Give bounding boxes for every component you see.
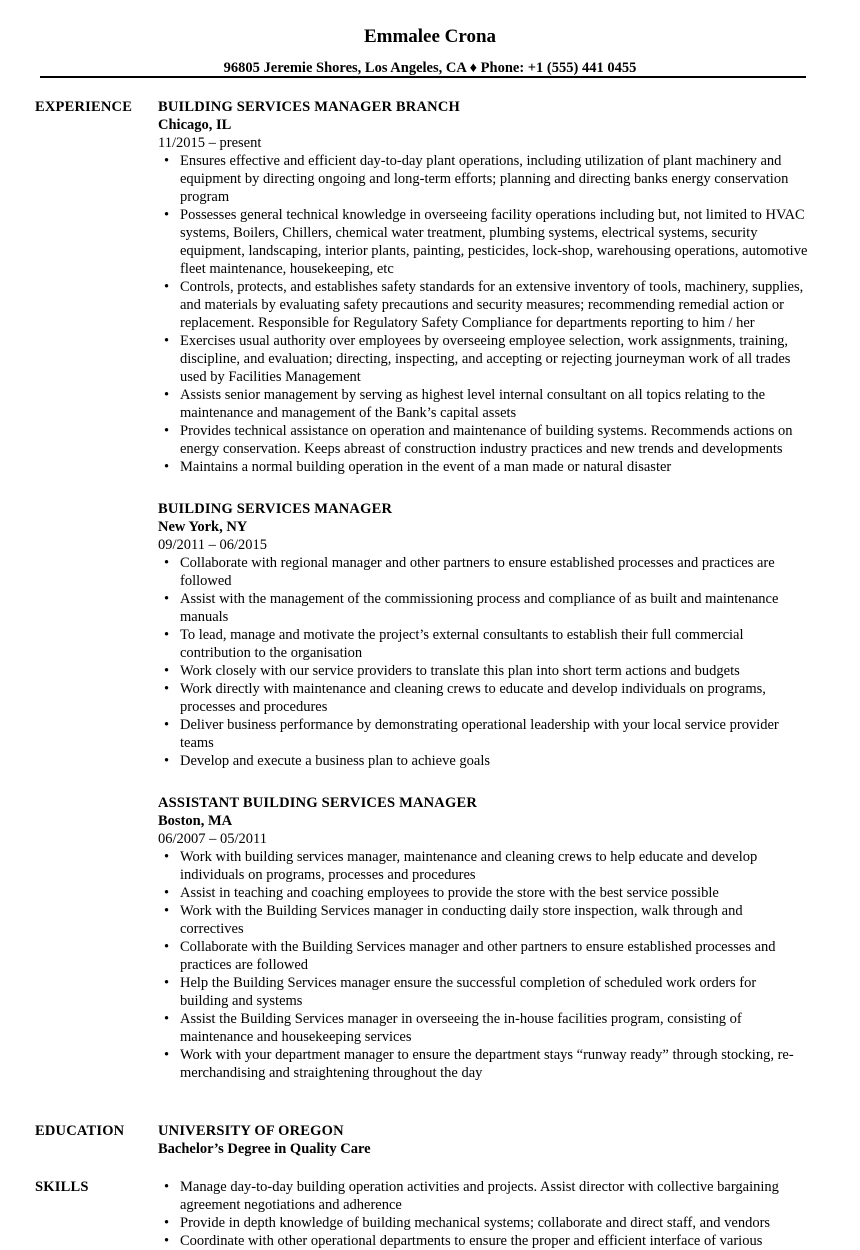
list-item: • Help the Building Services manager ensure the successful completion of scheduled work orders for building and systems — [158, 974, 808, 1010]
job-bullets — [158, 848, 808, 1082]
list-item: • Assist with the management of the commissioning process and compliance of as built and maintenance manuals — [158, 590, 808, 626]
job-dates: 06/2007 – 05/2011 — [158, 831, 268, 847]
job-dates: 11/2015 – present — [158, 135, 262, 151]
list-item: • Provide in depth knowledge of building mechanical systems; collaborate and direct staff, and vendors — [158, 1214, 808, 1232]
list-item: • Exercises usual authority over employees by overseeing employee selection, work assignments, training, discipline, and evaluation; directing, inspecting, and accepting or rejecting journeyman work of all trades used by Facilities Management — [158, 332, 808, 386]
list-item: • To lead, manage and motivate the project’s external consultants to establish their full commercial contribution to the organisation — [158, 626, 808, 662]
job-bullets — [158, 152, 808, 476]
job-title: BUILDING SERVICES MANAGER BRANCH — [158, 99, 460, 115]
job-location: Chicago, IL — [158, 117, 232, 133]
list-item: • Assists senior management by serving as highest level internal consultant on all topics relating to the maintenance and management of the Bank’s capital assets — [158, 386, 808, 422]
section-label-experience: EXPERIENCE — [35, 99, 133, 115]
list-item: • Develop and execute a business plan to achieve goals — [158, 752, 808, 770]
list-item: • Manage day-to-day building operation activities and projects. Assist director with collective bargaining agreement negotiations and adherence — [158, 1178, 808, 1214]
experience-list — [158, 98, 808, 1106]
list-item: • Work closely with our service providers to translate this plan into short term actions and budgets — [158, 662, 808, 680]
list-item: • Work directly with maintenance and cleaning crews to educate and develop individuals on programs, processes and procedures — [158, 680, 808, 716]
job-title: BUILDING SERVICES MANAGER — [158, 501, 393, 517]
list-item: • Collaborate with regional manager and other partners to ensure established processes and practices are followed — [158, 554, 808, 590]
list-item: • Possesses general technical knowledge in overseeing facility operations including but, not limited to HVAC systems, Boilers, Chillers, chemical water treatment, plumbing systems, electrical systems, security equipment, landscaping, interior plants, painting, pesticides, lock-shop, warehousing operations, automotive fleet maintenance, housekeeping, etc — [158, 206, 808, 278]
degree-name: Bachelor’s Degree in Quality Care — [158, 1141, 371, 1157]
job-entry — [158, 98, 808, 476]
list-item: • Provides technical assistance on operation and maintenance of building systems. Recommends actions on energy conservation. Keeps abreast of construction industry practices and new trends and developments — [158, 422, 808, 458]
section-label-skills: SKILLS — [35, 1179, 89, 1195]
job-title: ASSISTANT BUILDING SERVICES MANAGER — [158, 795, 477, 811]
job-bullets — [158, 554, 808, 770]
skills-list — [158, 1178, 808, 1250]
job-entry — [158, 500, 808, 770]
list-item: • Work with your department manager to ensure the department stays “runway ready” through stocking, re-merchandising and straightening throughout the day — [158, 1046, 808, 1082]
resume-header — [0, 0, 860, 77]
contact-line: 96805 Jeremie Shores, Los Angeles, CA ♦ Phone: +1 (555) 441 0455 — [223, 60, 637, 76]
job-location: Boston, MA — [158, 813, 233, 829]
job-location: New York, NY — [158, 519, 248, 535]
header-divider — [40, 76, 806, 78]
list-item: • Ensures effective and efficient day-to-day plant operations, including utilization of plant machinery and equipment by directing ongoing and long-term efforts; planning and directing banks energy conservation program — [158, 152, 808, 206]
school-name: UNIVERSITY OF OREGON — [158, 1123, 344, 1139]
list-item: • Assist in teaching and coaching employees to provide the store with the best service possible — [158, 884, 808, 902]
list-item: • Coordinate with other operational departments to ensure the proper and efficient interface of various — [158, 1232, 808, 1250]
list-item: • Work with building services manager, maintenance and cleaning crews to help educate and develop individuals on programs, processes and procedures — [158, 848, 808, 884]
job-entry — [158, 794, 808, 1082]
list-item: • Assist the Building Services manager in overseeing the in-house facilities program, consisting of maintenance and housekeeping services — [158, 1010, 808, 1046]
list-item: • Maintains a normal building operation in the event of a man made or natural disaster — [158, 458, 808, 476]
skills-bullets — [158, 1178, 808, 1250]
section-label-education: EDUCATION — [35, 1123, 125, 1139]
candidate-name: Emmalee Crona — [363, 26, 497, 47]
list-item: • Work with the Building Services manager in conducting daily store inspection, walk through and correctives — [158, 902, 808, 938]
list-item: • Controls, protects, and establishes safety standards for an extensive inventory of tools, machinery, supplies, and materials by evaluating safety precautions and security measures; recommending remedial action or replacement. Responsible for Regulatory Safety Compliance for departments reporting to him / her — [158, 278, 808, 332]
list-item: • Collaborate with the Building Services manager and other partners to ensure established processes and practices are followed — [158, 938, 808, 974]
education-entry — [158, 1122, 808, 1158]
list-item: • Deliver business performance by demonstrating operational leadership with your local service provider teams — [158, 716, 808, 752]
job-dates: 09/2011 – 06/2015 — [158, 537, 268, 553]
